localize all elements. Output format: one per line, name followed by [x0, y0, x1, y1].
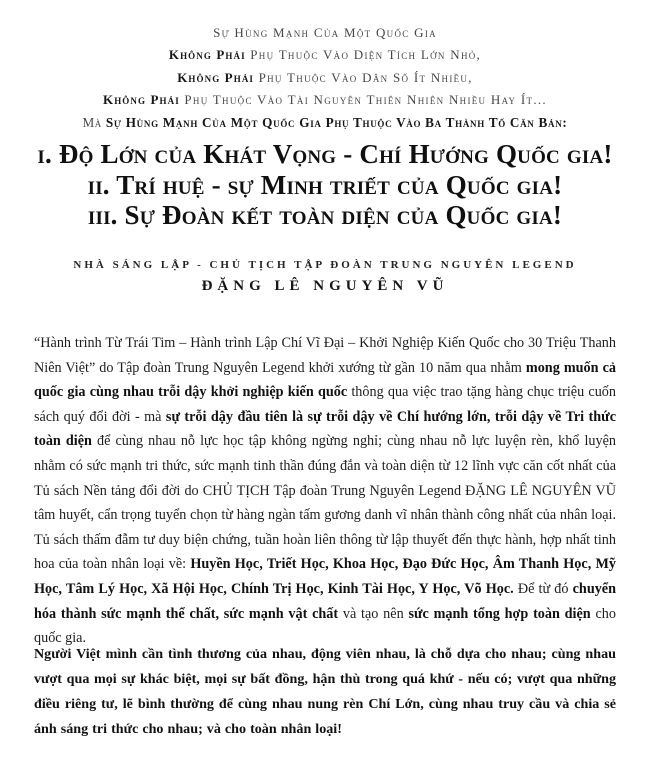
intro-line-4-emphasis: Không Phải: [102, 92, 180, 108]
principle-1: i. Độ Lớn của Khát Vọng - Chí Hướng Quốc gia!: [37, 139, 613, 169]
emphasis-text: Người Việt mình cần tình thương của nhau, động viên nhau, là chỗ dựa cho nhau; cùng nhau vượt qua mọi sự khác biệt, mọi sự bất đồng, hận thù trong quá khứ - nếu có; vượt qua những điều riêng tư, lẽ bình thường để cùng nhau nung rèn Chí Lớn, cùng nhau truy cầu và chia sẻ ánh sáng tri thức cho nhau; và cho toàn nhân loại!: [34, 646, 616, 737]
body-text: cho quốc gia.: [34, 605, 616, 647]
intro-line-3-text: Phụ Thuộc Vào Dân Số Ít Nhiều,: [258, 69, 473, 85]
intro-line-4: [0, 89, 650, 111]
founder-block: [0, 259, 650, 295]
founder-name: ĐẶNG LÊ NGUYÊN VŨ: [201, 278, 449, 294]
intro-line-2-text: Phụ Thuộc Vào Diện Tích Lớn Nhỏ,: [250, 47, 482, 63]
founder-title: NHÀ SÁNG LẬP - CHỦ TỊCH TẬP ĐOÀN TRUNG NGUYÊN LEGEND: [73, 259, 577, 271]
intro-line-5: [0, 112, 650, 134]
body-text: thông qua việc trao tặng hàng chục triệu cuốn sách quý đổi đời - mà: [34, 384, 616, 425]
emphasis-text: sự trỗi dậy đầu tiên là sự trỗi dậy về Chí hướng lớn, trỗi dậy về Tri thức toàn diện: [34, 408, 616, 450]
principle-2: ii. Trí huệ - sự Minh triết của Quốc gia!: [87, 169, 563, 200]
intro-line-2-emphasis: Không Phải: [168, 47, 246, 63]
intro-line-4-text: Phụ Thuộc Vào Tài Nguyên Thiên Nhiên Nhiều Hay Ít...: [184, 92, 547, 108]
intro-line-1: [0, 22, 650, 44]
principle-3: iii. Sự Đoàn kết toàn diện của Quốc gia!: [87, 200, 563, 230]
emphasis-text: Huyền Học, Triết Học, Khoa Học, Đạo Đức Học, Âm Thanh Học, Mỹ Học, Tâm Lý Học, Xã Hội Học, Chính Trị Học, Kinh Tài Học, Y Học, Võ Học.: [34, 556, 616, 597]
emphasis-text: mong muốn cả quốc gia cùng nhau trỗi dậy khởi nghiệp kiến quốc: [34, 359, 616, 401]
body-text: “Hành trình Từ Trái Tim – Hành trình Lập Chí Vĩ Đại – Khởi Nghiệp Kiến Quốc cho 30 Triệu Thanh Niên Việt” do Tập đoàn Trung Nguyên Legend khởi xướng từ gần 10 năm qua nhằm: [34, 335, 616, 376]
body-text: và tạo nên: [338, 605, 409, 622]
intro-line-5-emphasis: Sự Hùng Mạnh Của Một Quốc Gia Phụ Thuộc Vào Ba Thành Tố Căn Bản:: [105, 114, 568, 130]
paragraph-closing: [34, 642, 616, 742]
emphasis-text: chuyển hóa thành sức mạnh thể chất, sức mạnh vật chất: [34, 580, 616, 622]
body-text: Để từ đó: [513, 580, 573, 597]
intro-block: [0, 22, 650, 134]
intro-line-5-prefix: Mà: [82, 114, 102, 130]
intro-line-2: [0, 44, 650, 66]
paragraph-main: [34, 331, 616, 651]
intro-line-3: [0, 67, 650, 89]
intro-line-1-text: Sự Hùng Mạnh Của Một Quốc Gia: [213, 25, 437, 40]
body-text: để cùng nhau nỗ lực học tập không ngừng nghỉ; cùng nhau nỗ lực luyện rèn, khổ luyện nhằm có sức mạnh tri thức, sức mạnh tinh thần đúng đắn và toàn diện từ 12 lĩnh vực căn cốt nhất của Tủ sách Nền tảng đổi đời do CHỦ TỊCH Tập đoàn Trung Nguyên Legend ĐẶNG LÊ NGUYÊN VŨ tâm huyết, cẩn trọng tuyển chọn từ hàng ngàn tấm gương danh vĩ nhân thành công nhất của nhân loại. Tủ sách thấm đẫm tư duy biện chứng, tuần hoàn liên thông từ lập thuyết đến thực hành, hợp nhất tinh hoa của toàn nhân loại về:: [34, 433, 616, 573]
intro-line-3-emphasis: Không Phải: [177, 69, 255, 85]
emphasis-text: sức mạnh tổng hợp toàn diện: [408, 605, 591, 622]
principles-block: [0, 139, 650, 231]
